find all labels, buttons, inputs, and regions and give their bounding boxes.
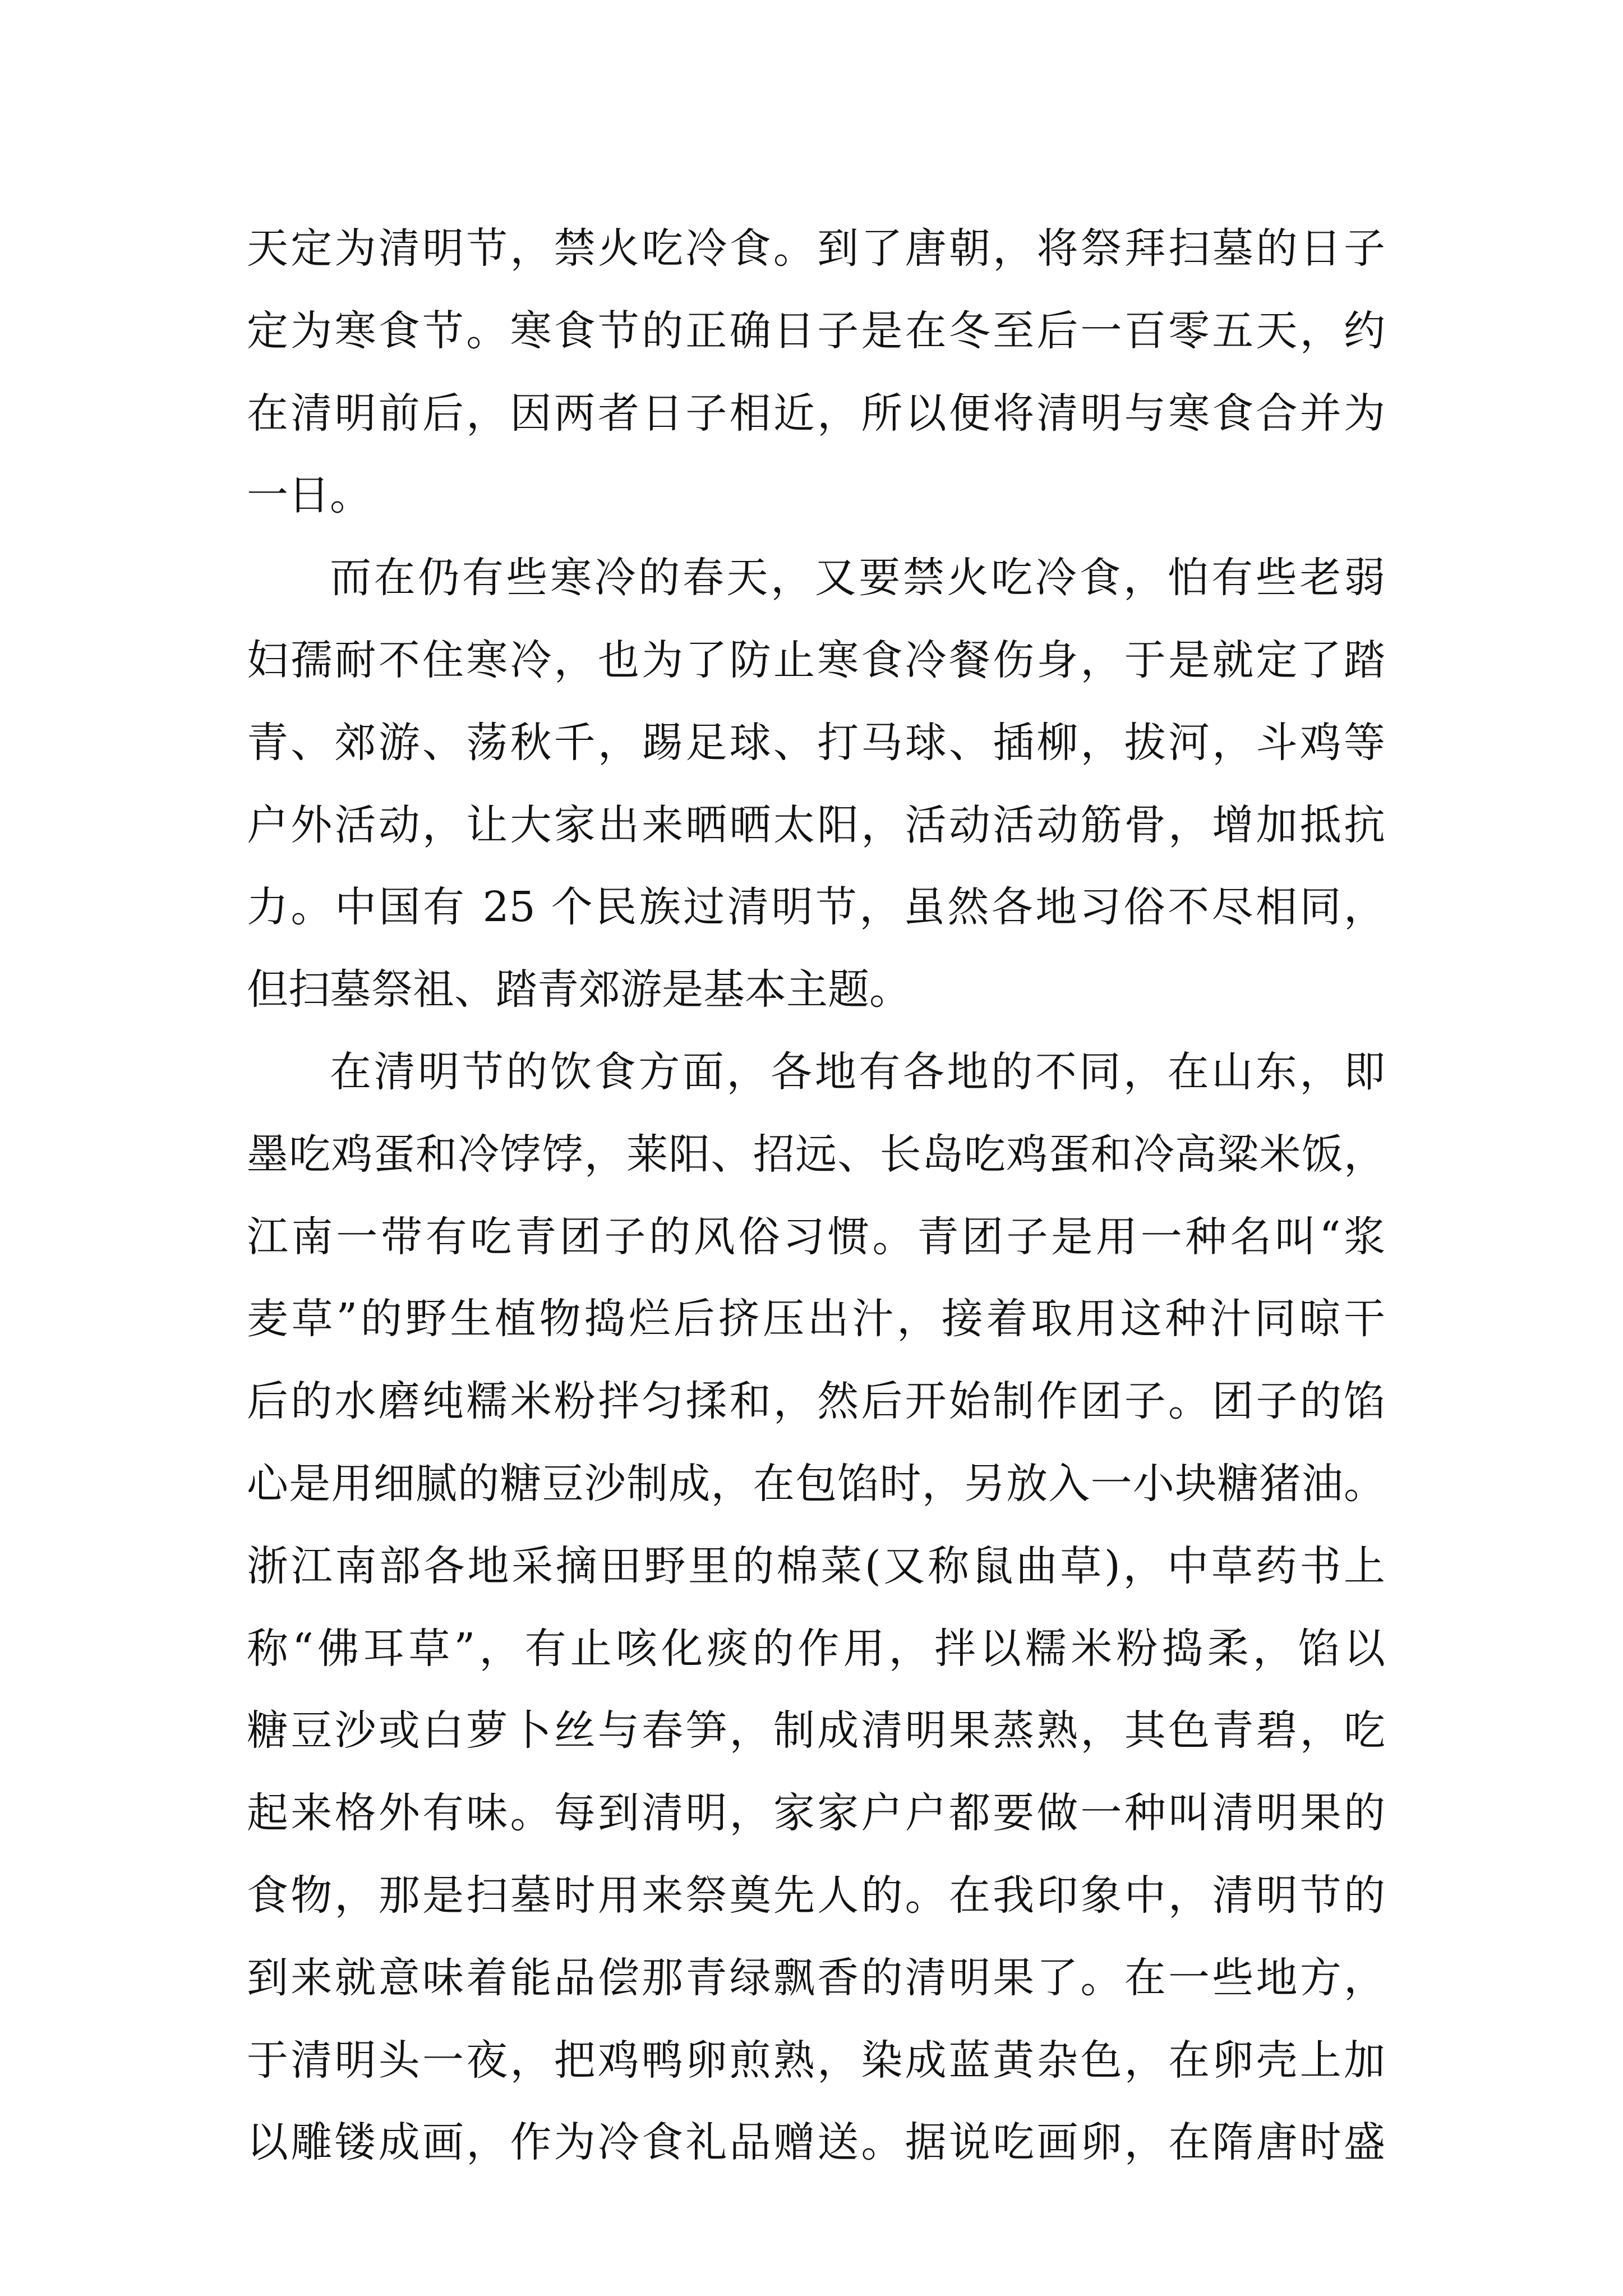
text-line: 于清明头一夜，把鸡鸭卵煎熟，染成蓝黄杂色，在卵壳上加 <box>247 2036 1385 2085</box>
text-line: 妇孺耐不住寒冷，也为了防止寒食冷餐伤身，于是就定了踏 <box>247 636 1385 684</box>
text-line: 定为寒食节。寒食节的正确日子是在冬至后一百零五天，约 <box>247 306 1385 355</box>
text-line: 青、郊游、荡秋千，踢足球、打马球、插柳，拔河，斗鸡等 <box>247 718 1385 767</box>
document-body <box>247 208 1385 2184</box>
text-line: 称“佛耳草”，有止咳化痰的作用，拌以糯米粉捣柔，馅以 <box>247 1624 1385 1673</box>
text-line: 江南一带有吃青团子的风俗习惯。青团子是用一种名叫“浆 <box>247 1212 1385 1261</box>
text-line: 在清明节的饮食方面，各地有各地的不同，在山东，即 <box>330 1047 1385 1096</box>
text-line: 浙江南部各地采摘田野里的棉菜(又称鼠曲草)，中草药书上 <box>247 1542 1385 1590</box>
paragraph-3 <box>247 1031 1385 2184</box>
text-line: 起来格外有味。每到清明，家家户户都要做一种叫清明果的 <box>247 1789 1385 1838</box>
paragraph-2 <box>247 537 1385 1031</box>
text-line: 糖豆沙或白萝卜丝与春笋，制成清明果蒸熟，其色青碧，吃 <box>247 1706 1385 1755</box>
text-line: 而在仍有些寒冷的春天，又要禁火吃冷食，怕有些老弱 <box>330 554 1385 602</box>
text-line: 墨吃鸡蛋和冷饽饽，莱阳、招远、长岛吃鸡蛋和冷高粱米饭， <box>247 1130 1385 1179</box>
text-line: 麦草”的野生植物捣烂后挤压出汁，接着取用这种汁同晾干 <box>247 1295 1385 1343</box>
text-line: 但扫墓祭祖、踏青郊游是基本主题。 <box>247 965 911 1014</box>
text-line: 心是用细腻的糖豆沙制成，在包馅时，另放入一小块糖猪油。 <box>247 1459 1385 1508</box>
text-line: 在清明前后，因两者日子相近，所以便将清明与寒食合并为 <box>247 389 1385 438</box>
text-line: 天定为清明节，禁火吃冷食。到了唐朝，将祭拜扫墓的日子 <box>247 224 1385 273</box>
text-line: 食物，那是扫墓时用来祭奠先人的。在我印象中，清明节的 <box>247 1871 1385 1920</box>
text-line: 户外活动，让大家出来晒晒太阳，活动活动筋骨，增加抵抗 <box>247 800 1385 849</box>
paragraph-1 <box>247 208 1385 537</box>
text-line: 力。中国有 25 个民族过清明节，虽然各地习俗不尽相同， <box>247 883 1385 932</box>
text-line: 以雕镂成画，作为冷食礼品赠送。据说吃画卵，在隋唐时盛 <box>247 2118 1385 2167</box>
text-line: 后的水磨纯糯米粉拌匀揉和，然后开始制作团子。团子的馅 <box>247 1377 1385 1426</box>
text-line: 到来就意味着能品偿那青绿飘香的清明果了。在一些地方， <box>247 1953 1385 2002</box>
text-line: 一日。 <box>247 471 371 520</box>
